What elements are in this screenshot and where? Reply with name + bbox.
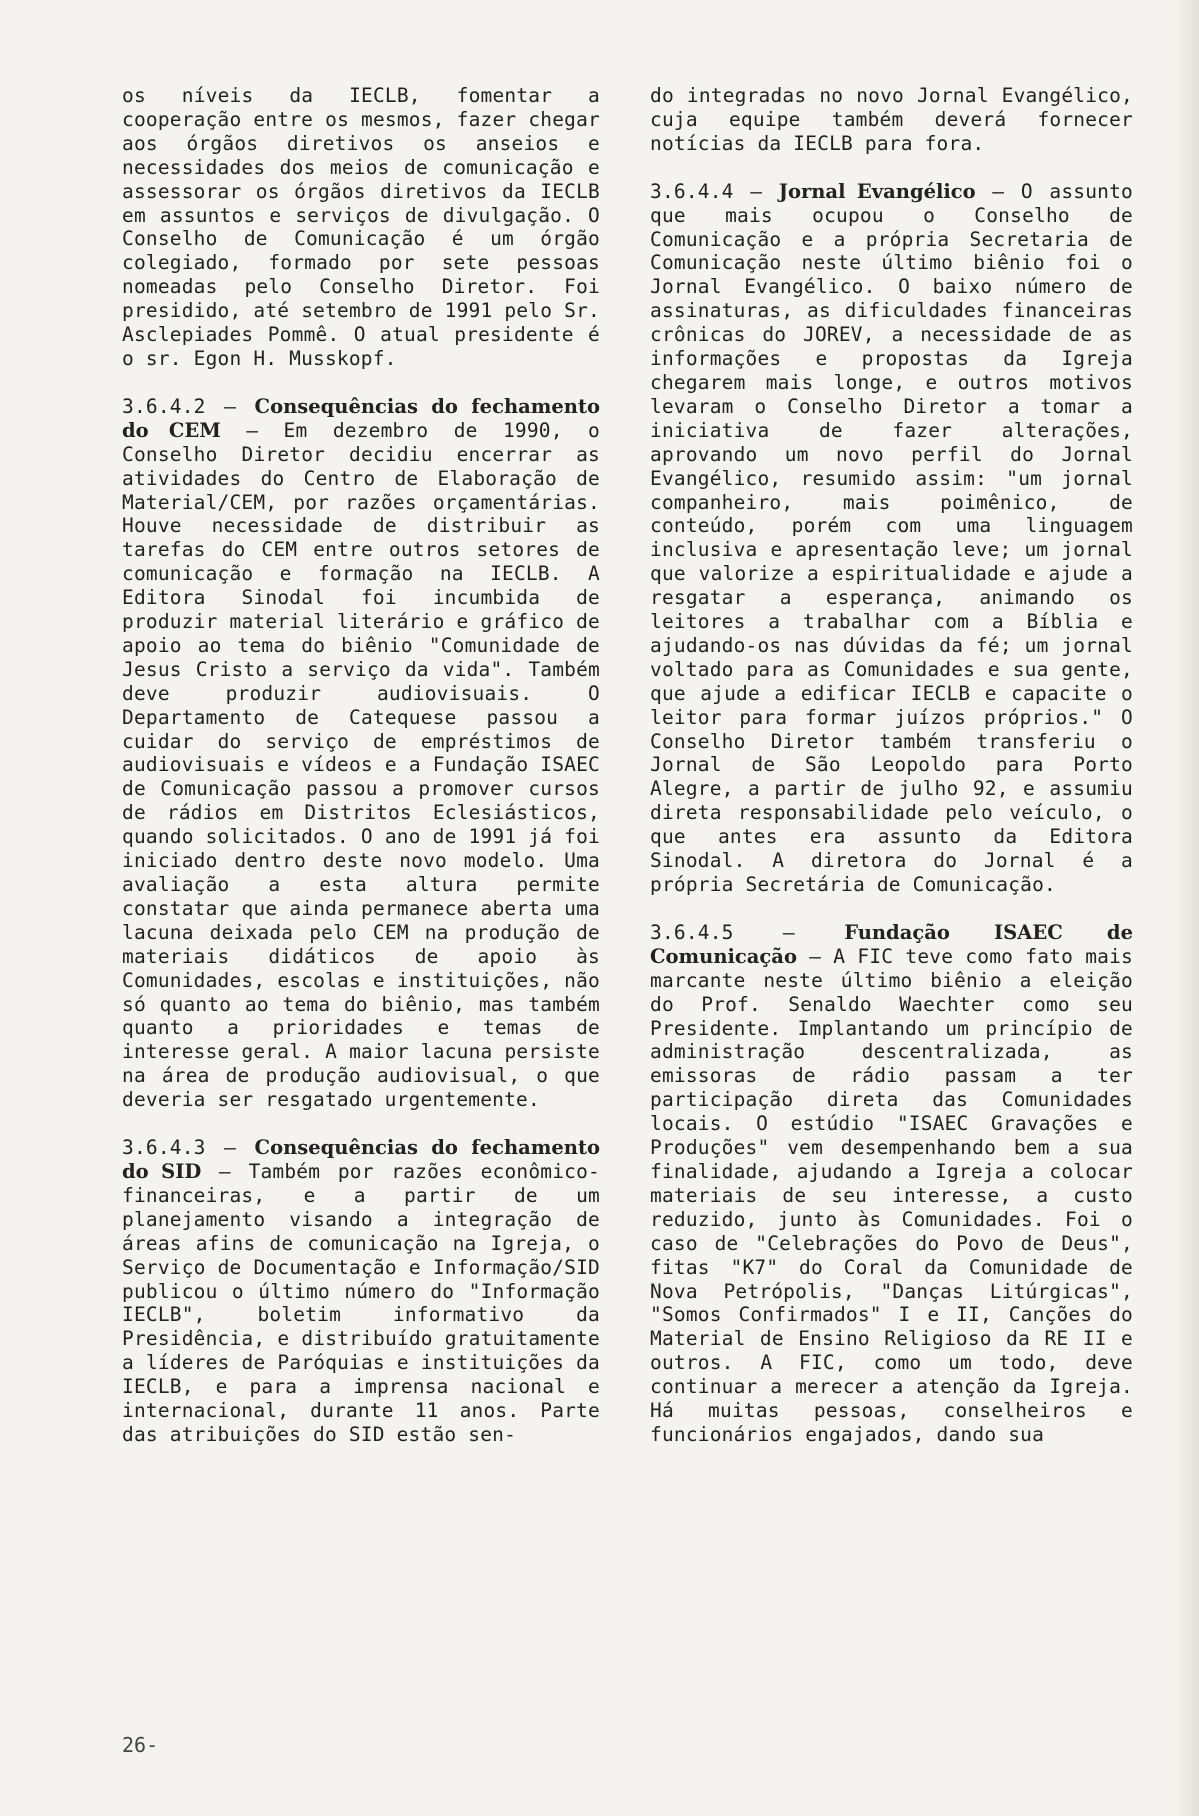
page-number: 26-: [122, 1733, 159, 1757]
page-edge-shadow: [1173, 0, 1199, 1816]
section-3643-number: 3.6.4.3 –: [122, 1136, 237, 1160]
section-3642-body: – Em dezembro de 1990, o Conselho Diretor decidiu encerrar as atividades do Centro de Elaboração de Material/CEM, por razões orçamentárias. Houve necessidade de distribuir as tarefas do CEM entre outros setores de comunicação e formação na IECLB. A Editora Sinodal foi incumbida de produzir material literário e gráfico de apoio ao tema do biênio "Comunidade de Jesus Cristo a serviço da vida". Também deve produzir audiovisuais. O Departamento de Catequese passou a cuidar do serviço de empréstimos de audiovisuais e vídeos e a Fundação ISAEC de Comunicação passou a promover cursos de rádios em Distritos Eclesiásticos, quando solicitados. O ano de 1991 já foi iniciado dentro deste novo modelo. Uma avaliação a esta altura permite constatar que ainda permanece aberta uma lacuna deixada pelo CEM na produção de materiais didáticos de apoio às Comunidades, escolas e instituições, não só quanto ao tema do biênio, mas também quanto a prioridades e temas de interesse geral. A maior lacuna persiste na área de produção audiovisual, o que deveria ser resgatado urgentemente.: [122, 418, 600, 1112]
section-3645-body: – A FIC teve como fato mais marcante neste último biênio a eleição do Prof. Senaldo Waechter como seu Presidente. Implantando um princípio de administração descentralizada, as emissoras de rádio passam a ter participação direta das Comunidades locais. O estúdio "ISAEC Gravações e Produções" vem desempenhando bem a sua finalidade, ajudando a Igreja a colocar materiais de seu interesse, a custo reduzido, junto às Comunidades. Foi o caso de "Celebrações do Povo de Deus", fitas "K7" do Coral da Comunidade de Nova Petrópolis, "Danças Litúrgicas", "Somos Confirmados" I e II, Canções do Material de Ensino Religioso da RE II e outros. A FIC, como um todo, deve continuar a merecer a atenção da Igreja. Há muitas pessoas, conselheiros e funcionários engajados, dando sua: [650, 944, 1133, 1446]
continuation-paragraph: [650, 84, 1133, 156]
intro-paragraph: [122, 84, 600, 371]
continuation-text: do integradas no novo Jornal Evangélico, cuja equipe também deverá fornecer notícias da IECLB para fora.: [650, 84, 1133, 155]
section-3643-title: Consequências do fechamento do SID: [122, 1136, 600, 1183]
section-3644: [650, 180, 1133, 897]
section-3645-title: Fundação ISAEC de Comunicação: [650, 920, 1133, 968]
section-3643: [122, 1136, 600, 1447]
section-3643-body: – Também por razões econômico-financeiras, e a partir de um planejamento visando a integração de áreas afins de comunicação na Igreja, o Serviço de Documentação e Informação/SID publicou o último número do "Informação IECLB", boletim informativo da Presidência, e distribuído gratuitamente a líderes de Paróquias e instituições da IECLB, e para a imprensa nacional e internacional, durante 11 anos. Parte das atribuições do SID estão sen-: [122, 1159, 600, 1446]
right-column: [650, 84, 1133, 1447]
intro-text: os níveis da IECLB, fomentar a cooperação entre os mesmos, fazer chegar aos órgãos diretivos os anseios e necessidades dos meios de comunicação e assessorar os órgãos diretivos da IECLB em assuntos e serviços de divulgação. O Conselho de Comunicação é um órgão colegiado, formado por sete pessoas nomeadas pelo Conselho Diretor. Foi presidido, até setembro de 1991 pelo Sr. Asclepiades Pommê. O atual presidente é o sr. Egon H. Musskopf.: [122, 84, 600, 370]
section-3645: [650, 921, 1133, 1447]
section-3642-title: Consequências do fechamento do CEM: [122, 394, 600, 442]
section-3642: [122, 395, 600, 1112]
section-3645-number: 3.6.4.5 –: [650, 920, 795, 944]
section-3642-number: 3.6.4.2 –: [122, 394, 237, 418]
left-column: [122, 84, 600, 1447]
section-3644-number: 3.6.4.4 –: [650, 179, 763, 203]
section-3644-title: Jornal Evangélico: [778, 179, 976, 203]
section-3644-body: – O assunto que mais ocupou o Conselho de Comunicação e a própria Secretaria de Comunicação neste último biênio foi o Jornal Evangélico. O baixo número de assinaturas, as dificuldades financeiras crônicas do JOREV, a necessidade de as informações e propostas da Igreja chegarem mais longe, e outros motivos levaram o Conselho Diretor a tomar a iniciativa de fazer alterações, aprovando um novo perfil do Jornal Evangélico, resumido assim: "um jornal companheiro, mais poimênico, de conteúdo, porém com uma linguagem inclusiva e apresentação leve; um jornal que valorize a espiritualidade e ajude a resgatar a esperança, animando os leitores a trabalhar com a Bíblia e ajudando-os nas dúvidas da fé; um jornal voltado para as Comunidades e sua gente, que ajude a edificar IECLB e capacite o leitor para formar juízos próprios." O Conselho Diretor também transferiu o Jornal de São Leopoldo para Porto Alegre, a partir de julho 92, e assumiu direta responsabilidade pelo veículo, o que antes era assunto da Editora Sinodal. A diretora do Jornal é a própria Secretária de Comunicação.: [650, 179, 1133, 896]
